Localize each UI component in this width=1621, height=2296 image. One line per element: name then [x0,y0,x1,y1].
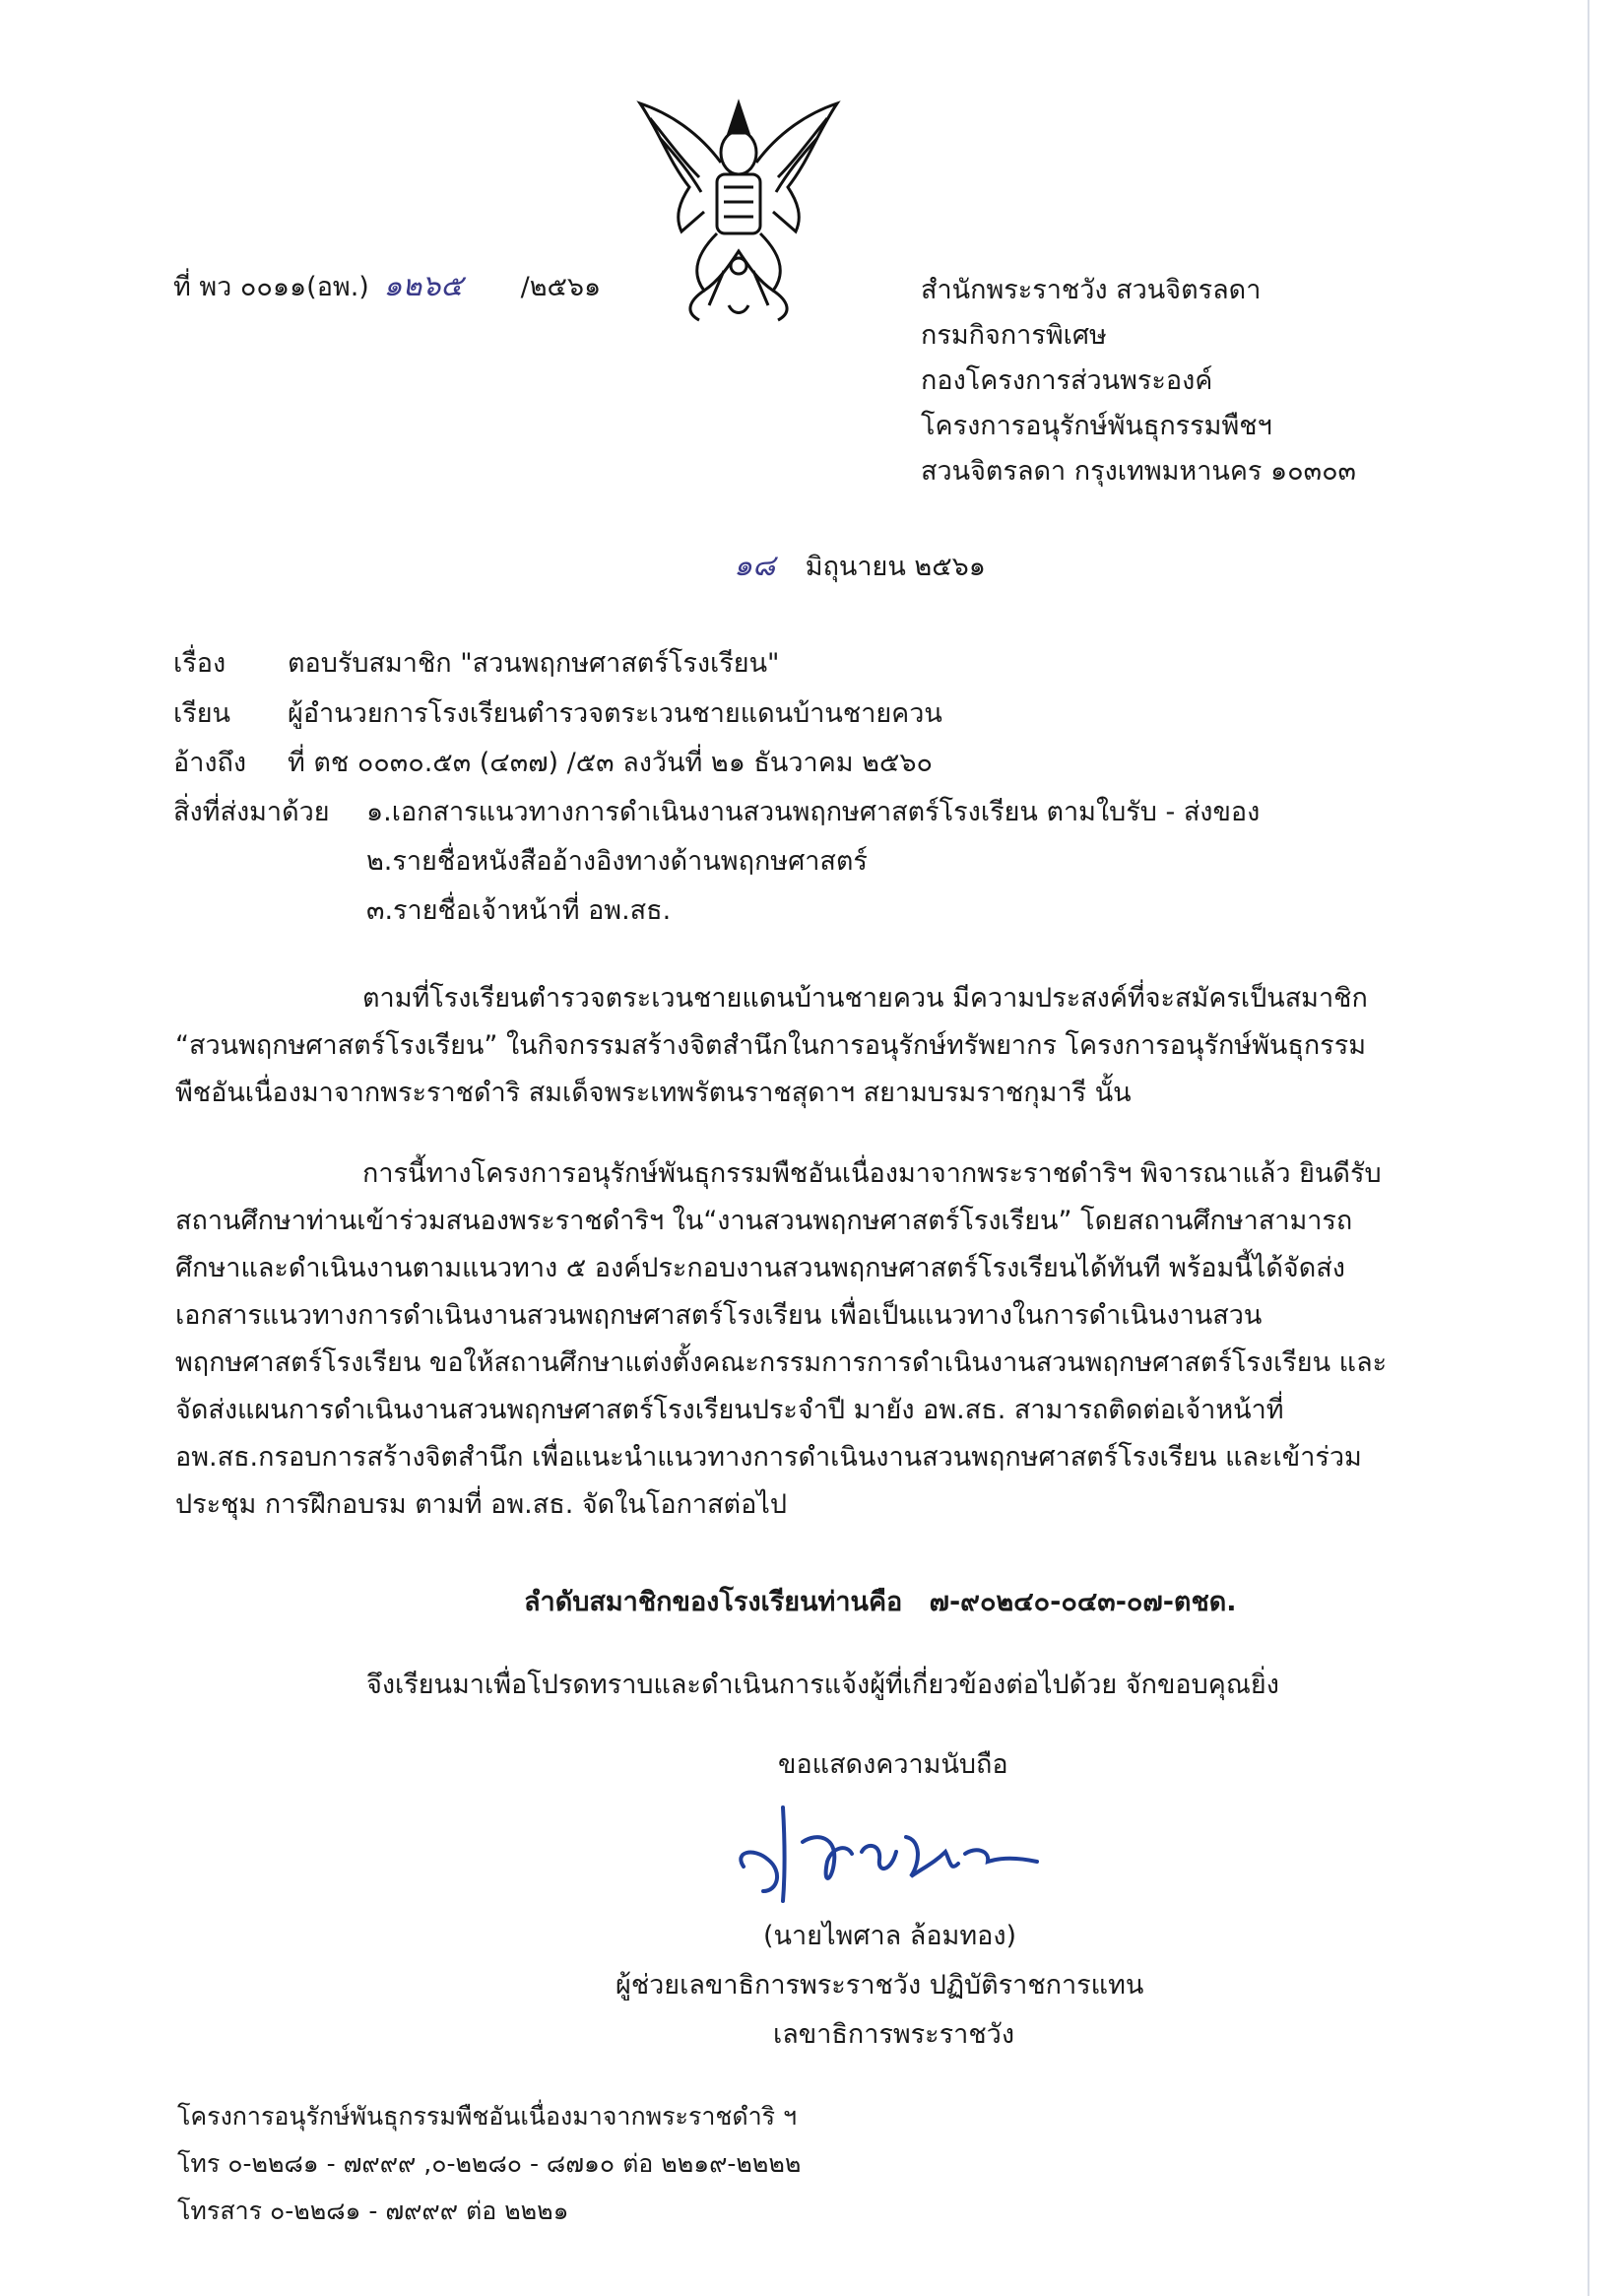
address-line: สำนักพระราชวัง สวนจิตรลดา [921,275,1262,305]
signer-title-2: เลขาธิการพระราชวัง [773,2019,1015,2050]
address-line: โครงการอนุรักษ์พันธุกรรมพืชฯ [921,411,1272,441]
footer-fax: โทรสาร ๐-๒๒๘๑ - ๗๙๙๙ ต่อ ๒๒๒๑ [177,2197,569,2225]
date-month-year: มิถุนายน ๒๕๖๑ [805,552,986,582]
body-paragraph-2: การนี้ทางโครงการอนุรักษ์พันธุกรรมพืชอันเนื่องมาจากพระราชดำริฯ พิจารณาแล้ว ยินดีรับสถานศึกษาท่านเข้าร่วมสนองพระราชดำริฯ ใน“งานสวนพฤกษศาสตร์โรงเรียน” โดยสถานศึกษาสามารถศึกษาและดำเนินงานตามแนวทาง ๕ องค์ประกอบงานสวนพฤกษศาสตร์โรงเรียนได้ทันที พร้อมนี้ได้จัดส่งเอกสารแนวทางการดำเนินงานสวนพฤกษศาสตร์โรงเรียน เพื่อเป็นแนวทางในการดำเนินงานสวนพฤกษศาสตร์โรงเรียน ขอให้สถานศึกษาแต่งตั้งคณะกรรมการการดำเนินงานสวนพฤกษศาสตร์โรงเรียน และจัดส่งแผนการดำเนินงานสวนพฤกษศาสตร์โรงเรียนประจำปี มายัง อพ.สธ. สามารถติดต่อเจ้าหน้าที่ อพ.สธ.กรอบการสร้างจิตสำนึก เพื่อแนะนำแนวทางการดำเนินงานสวนพฤกษศาสตร์โรงเรียน และเข้าร่วมประชุม การฝึกอบรม ตามที่ อพ.สธ. จัดในโอกาสต่อไป [175,1158,1388,1520]
enclosure-item: ๒.รายชื่อหนังสืออ้างอิงทางด้านพฤกษศาสตร์ [366,846,868,877]
member-number: ๗-๙๐๒๔๐-๐๔๓-๐๗-ตชด. [929,1587,1237,1617]
recipient-label: เรียน [173,698,231,729]
reference-year: /๒๕๖๑ [520,272,602,302]
member-number-line [524,1584,1237,1621]
reference-value: ที่ ตช ๐๐๓๐.๕๓ (๔๓๗) /๕๓ ลงวันที่ ๒๑ ธันวาคม ๒๕๖๐ [288,748,933,778]
address-line: สวนจิตรลดา กรุงเทพมหานคร ๑๐๓๐๓ [921,456,1357,487]
closing-salutation: ขอแสดงความนับถือ [778,1749,1008,1780]
reference-handwritten-number: ๑๒๖๕ [383,269,463,303]
letter-date [734,548,986,586]
signer-title-1: ผู้ช่วยเลขาธิการพระราชวัง ปฏิบัติราชการแทน [616,1970,1144,2001]
enclosure-item: ๓.รายชื่อเจ้าหน้าที่ อพ.สธ. [366,895,672,926]
garuda-emblem-icon [630,94,847,330]
footer-organization: โครงการอนุรักษ์พันธุกรรมพืชอันเนื่องมาจากพระราชดำริ ฯ [177,2102,798,2131]
reference-prefix: ที่ พว ๐๐๑๑(อพ.) [173,272,369,302]
signer-name: (นายไพศาล ล้อมทอง) [763,1921,1017,1951]
closing-request: จึงเรียนมาเพื่อโปรดทราบและดำเนินการแจ้งผู้ที่เกี่ยวข้องต่อไปด้วย จักขอบคุณยิ่ง [366,1670,1279,1700]
member-number-label: ลำดับสมาชิกของโรงเรียนท่านคือ [524,1587,903,1617]
reference-label: อ้างถึง [173,748,247,778]
subject-label: เรื่อง [173,648,227,679]
footer-phone: โทร ๐-๒๒๘๑ - ๗๙๙๙ ,๐-๒๒๘๐ - ๘๗๑๐ ต่อ ๒๒๑๙-๒๒๒๒ [177,2149,802,2178]
reference-number [173,268,601,306]
body-paragraph-1: ตามที่โรงเรียนตำรวจตระเวนชายแดนบ้านชายควน มีความประสงค์ที่จะสมัครเป็นสมาชิก “สวนพฤกษศาสตร์โรงเรียน” ในกิจกรรมสร้างจิตสำนึกในการอนุรักษ์ทรัพยากร โครงการอนุรักษ์พันธุกรรมพืชอันเนื่องมาจากพระราชดำริ สมเด็จพระเทพรัตนราชสุดาฯ สยามบรมราชกุมารี นั้น [175,983,1368,1108]
enclosure-item: ๑.เอกสารแนวทางการดำเนินงานสวนพฤกษศาสตร์โรงเรียน ตามใบรับ - ส่งของ [366,797,1261,827]
date-day-handwritten: ๑๘ [734,549,776,583]
subject-value: ตอบรับสมาชิก "สวนพฤกษศาสตร์โรงเรียน" [288,648,780,679]
enclosure-label: สิ่งที่ส่งมาด้วย [173,797,330,827]
sender-address [921,268,1356,494]
recipient-value: ผู้อำนวยการโรงเรียนตำรวจตระเวนชายแดนบ้านชายควน [288,698,942,729]
page-edge-line [1588,0,1589,2296]
address-line: กองโครงการส่วนพระองค์ [921,365,1213,396]
handwritten-signature [724,1793,1059,1911]
address-line: กรมกิจการพิเศษ [921,320,1107,351]
